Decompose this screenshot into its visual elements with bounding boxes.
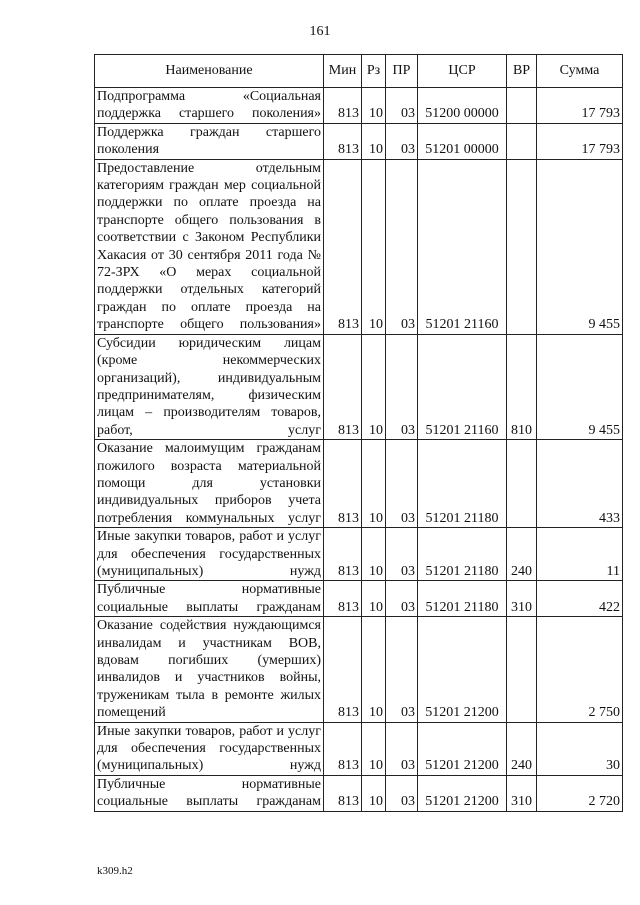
row-rz: 10: [362, 617, 386, 722]
row-vr: [507, 159, 537, 334]
row-vr: 240: [507, 722, 537, 775]
table-row: [95, 88, 623, 124]
header-rz: Рз: [362, 55, 386, 88]
row-vr: 310: [507, 581, 537, 617]
row-min: 813: [324, 528, 362, 581]
row-pr: 03: [386, 722, 418, 775]
table-row: [95, 722, 623, 775]
table-row: [95, 123, 623, 159]
row-name: Подпрограмма «Социальная поддержка старшего поколения»: [95, 88, 324, 124]
footer-code: k309.h2: [97, 865, 133, 877]
table-header-row: [95, 55, 623, 88]
row-sum: 11: [537, 528, 623, 581]
row-name: Оказание содействия нуждающимся инвалидам и участникам ВОВ, вдовам погибших (умерших) инвалидов и участников войны, труженикам тыла в ремонте жилых помещений: [95, 617, 324, 722]
row-min: 813: [324, 123, 362, 159]
table-row: [95, 334, 623, 439]
header-vr: ВР: [507, 55, 537, 88]
header-sum: Сумма: [537, 55, 623, 88]
row-sum: 433: [537, 440, 623, 528]
row-min: 813: [324, 88, 362, 124]
row-min: 813: [324, 617, 362, 722]
row-rz: 10: [362, 722, 386, 775]
row-pr: 03: [386, 334, 418, 439]
row-name: Предоставление отдельным категориям граждан мер социальной поддержки по оплате проезда на транспорте общего пользования в соответствии с Законом Республики Хакасия от 30 сентября 2011 года № 72-ЗРХ «О мерах социальной поддержки отдельных категорий граждан по оплате проезда на транспорте общего пользования»: [95, 159, 324, 334]
header-csr: ЦСР: [418, 55, 507, 88]
table-row: [95, 775, 623, 811]
row-name: Иные закупки товаров, работ и услуг для обеспечения государственных (муниципальных) нужд: [95, 528, 324, 581]
row-rz: 10: [362, 528, 386, 581]
table-row: [95, 581, 623, 617]
row-csr: 51201 21160: [418, 159, 507, 334]
row-csr: 51201 21180: [418, 440, 507, 528]
row-sum: 2 720: [537, 775, 623, 811]
row-rz: 10: [362, 88, 386, 124]
row-pr: 03: [386, 440, 418, 528]
row-vr: 810: [507, 334, 537, 439]
page-number: 161: [309, 24, 331, 39]
row-csr: 51201 21160: [418, 334, 507, 439]
row-name: Оказание малоимущим гражданам пожилого возраста материальной помощи для установки индивидуальных приборов учета потребления коммунальных услуг: [95, 440, 324, 528]
row-name: Субсидии юридическим лицам (кроме некоммерческих организаций), индивидуальным предпринимателям, физическим лицам – производителям товаров, работ, услуг: [95, 334, 324, 439]
row-sum: 2 750: [537, 617, 623, 722]
header-pr: ПР: [386, 55, 418, 88]
row-pr: 03: [386, 617, 418, 722]
row-pr: 03: [386, 775, 418, 811]
budget-table: [94, 54, 623, 812]
row-name: Публичные нормативные социальные выплаты гражданам: [95, 581, 324, 617]
row-min: 813: [324, 159, 362, 334]
row-vr: [507, 123, 537, 159]
table-row: [95, 528, 623, 581]
row-sum: 9 455: [537, 334, 623, 439]
row-vr: 240: [507, 528, 537, 581]
row-rz: 10: [362, 581, 386, 617]
row-min: 813: [324, 775, 362, 811]
row-name: Поддержка граждан старшего поколения: [95, 123, 324, 159]
row-name: Иные закупки товаров, работ и услуг для обеспечения государственных (муниципальных) нужд: [95, 722, 324, 775]
row-sum: 422: [537, 581, 623, 617]
row-csr: 51201 21180: [418, 528, 507, 581]
row-min: 813: [324, 440, 362, 528]
row-pr: 03: [386, 581, 418, 617]
row-min: 813: [324, 581, 362, 617]
row-rz: 10: [362, 440, 386, 528]
row-rz: 10: [362, 159, 386, 334]
row-min: 813: [324, 722, 362, 775]
row-sum: 17 793: [537, 88, 623, 124]
table-row: [95, 159, 623, 334]
row-rz: 10: [362, 334, 386, 439]
row-csr: 51201 21200: [418, 722, 507, 775]
row-pr: 03: [386, 528, 418, 581]
row-csr: 51201 21180: [418, 581, 507, 617]
row-name: Публичные нормативные социальные выплаты гражданам: [95, 775, 324, 811]
row-csr: 51201 00000: [418, 123, 507, 159]
row-sum: 9 455: [537, 159, 623, 334]
header-name: Наименование: [95, 55, 324, 88]
row-csr: 51201 21200: [418, 617, 507, 722]
row-vr: [507, 617, 537, 722]
row-csr: 51201 21200: [418, 775, 507, 811]
row-sum: 30: [537, 722, 623, 775]
row-pr: 03: [386, 159, 418, 334]
table-row: [95, 617, 623, 722]
row-rz: 10: [362, 775, 386, 811]
row-sum: 17 793: [537, 123, 623, 159]
row-vr: [507, 88, 537, 124]
row-csr: 51200 00000: [418, 88, 507, 124]
row-pr: 03: [386, 88, 418, 124]
row-min: 813: [324, 334, 362, 439]
row-rz: 10: [362, 123, 386, 159]
row-vr: 310: [507, 775, 537, 811]
table-row: [95, 440, 623, 528]
header-min: Мин: [324, 55, 362, 88]
row-pr: 03: [386, 123, 418, 159]
row-vr: [507, 440, 537, 528]
